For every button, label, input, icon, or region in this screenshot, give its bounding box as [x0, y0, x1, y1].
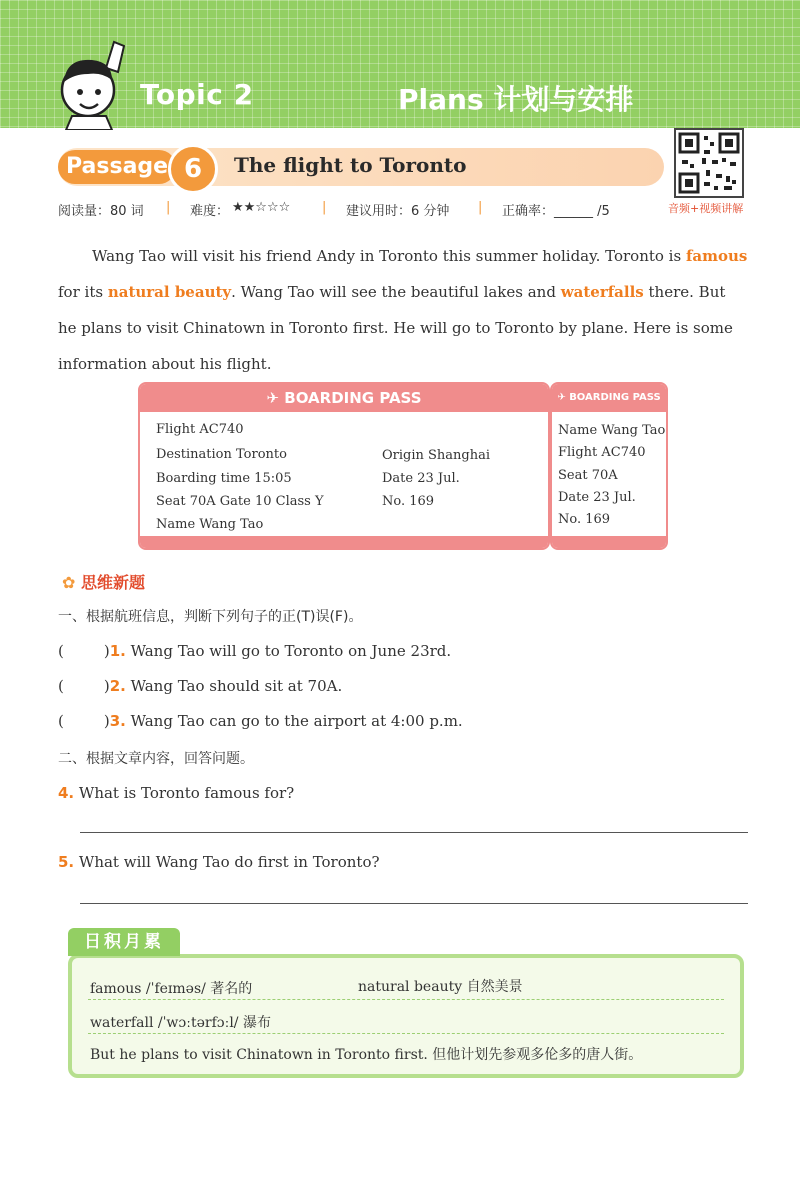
boarding-pass-footer: [140, 536, 548, 548]
vocab-highlight: natural beauty: [107, 283, 232, 301]
boarding-pass-title: ✈ BOARDING PASS: [140, 384, 548, 412]
vocab-waterfall: waterfall /ˈwɔːtərfɔːl/ 瀑布: [90, 1015, 271, 1031]
seat-gate-class: Seat 70A Gate 10 Class Y: [156, 494, 324, 509]
question-1: ( )1. Wang Tao will go to Toronto on June 23rd.: [58, 642, 452, 660]
question-4: 4. What is Toronto famous for?: [58, 784, 295, 802]
flight-number: Flight AC740: [156, 422, 244, 437]
meta-divider: |: [478, 200, 483, 215]
vocab-tag: 日积月累: [68, 928, 180, 956]
stub-name: Name Wang Tao: [558, 423, 666, 438]
question-3: ( )3. Wang Tao can go to the airport at 4:00 p.m.: [58, 712, 463, 730]
flight-date: Date 23 Jul.: [382, 471, 460, 486]
ticket-number: No. 169: [382, 494, 435, 509]
question-2: ( )2. Wang Tao should sit at 70A.: [58, 677, 343, 695]
vocab-natural-beauty: natural beauty 自然美景: [358, 979, 523, 995]
stub-flight: Flight AC740: [558, 445, 646, 460]
vocab-famous: famous /ˈfeɪməs/ 著名的: [90, 981, 253, 997]
passage-text: Wang Tao will visit his friend Andy in Toronto this summer holiday. Toronto is famous for its natural beauty. Wang Tao will see the beautiful lakes and waterfalls there. But he plans to visit Chinatown in Toronto first. He will go to Toronto by plane. Here is some information about his flight.: [58, 247, 748, 373]
section-title: ✿ 思维新题: [62, 573, 145, 592]
qr-code-icon[interactable]: [674, 128, 744, 198]
accuracy-field: 正确率：______ /5: [502, 204, 610, 219]
vocab-box: [68, 954, 744, 1078]
destination: Destination Toronto: [156, 447, 287, 462]
boy-mascot-icon: [52, 38, 138, 130]
stub-title: ✈ BOARDING PASS: [552, 384, 666, 412]
passage-number: 6: [168, 144, 218, 194]
vocab-sentence: But he plans to visit Chinatown in Toronto first. 但他计划先参观多伦多的唐人街。: [90, 1047, 643, 1063]
boarding-pass: [138, 382, 550, 550]
suggested-time: 建议用时：6 分钟: [346, 204, 450, 219]
stub-footer: [552, 536, 666, 548]
question-5: 5. What will Wang Tao do first in Toronto?: [58, 853, 380, 871]
topic-label: Topic 2: [140, 78, 254, 111]
leaf-icon: ✿: [62, 573, 81, 592]
topic-name: Plans 计划与安排: [398, 83, 634, 116]
vocab-highlight: famous: [685, 247, 748, 265]
difficulty-stars: ★★☆☆☆: [232, 200, 291, 215]
word-count: 阅读量：80 词: [58, 204, 144, 219]
stub-seat: Seat 70A: [558, 468, 618, 483]
passage-title: The flight to Toronto: [234, 153, 467, 177]
boarding-time: Boarding time 15:05: [156, 471, 292, 486]
answer-line[interactable]: [80, 832, 748, 833]
answer-line[interactable]: [80, 903, 748, 904]
part1-instruction: 一、根据航班信息，判断下列句子的正(T)误(F)。: [58, 609, 363, 625]
meta-divider: |: [166, 200, 171, 215]
difficulty-label: 难度：: [190, 204, 230, 219]
meta-divider: |: [322, 200, 327, 215]
part2-instruction: 二、根据文章内容，回答问题。: [58, 751, 254, 767]
vocab-row: [88, 966, 724, 1000]
qr-caption: 音频+视频讲解: [668, 202, 744, 215]
stub-number: No. 169: [558, 512, 611, 527]
vocab-row: [88, 1034, 724, 1067]
boarding-pass-stub: [550, 382, 668, 550]
origin: Origin Shanghai: [382, 448, 491, 463]
vocab-row: [88, 1000, 724, 1034]
stub-date: Date 23 Jul.: [558, 490, 636, 505]
vocab-highlight: waterfalls: [560, 283, 644, 301]
passage-label: Passage: [58, 150, 176, 184]
passenger-name: Name Wang Tao: [156, 517, 264, 532]
